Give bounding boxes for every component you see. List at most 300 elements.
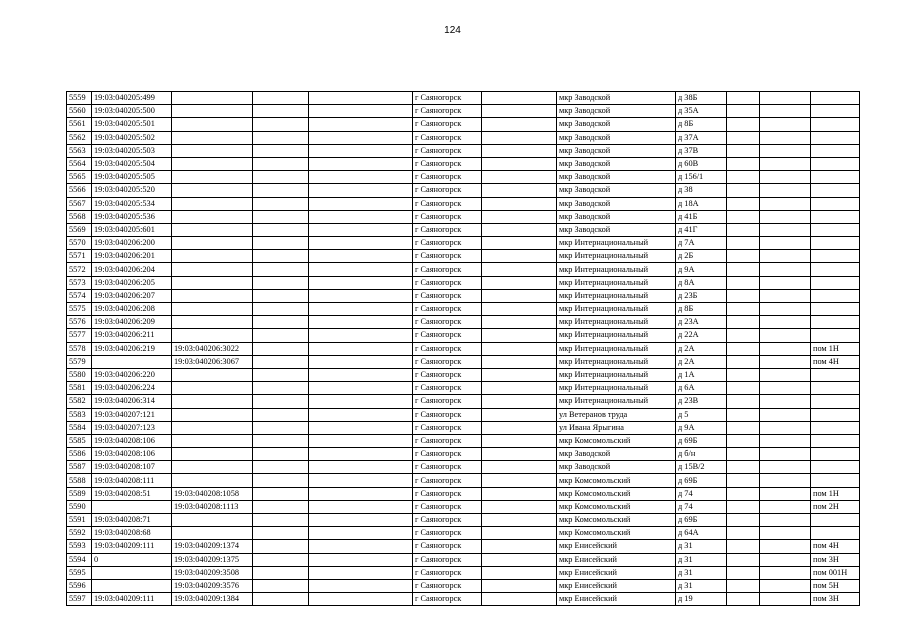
room-cell: пом 3Н	[811, 553, 860, 566]
empty-cell	[309, 171, 413, 184]
empty-cell	[482, 237, 557, 250]
city-cell: г Саяногорск	[413, 92, 482, 105]
cadastral-number-cell: 19:03:040205:499	[92, 92, 172, 105]
empty-cell	[309, 408, 413, 421]
street-cell: мкр Комсомольский	[557, 487, 676, 500]
table-row	[67, 316, 860, 329]
empty-cell	[760, 303, 811, 316]
cadastral-number-cell: 19:03:040206:314	[92, 395, 172, 408]
empty-cell	[760, 395, 811, 408]
house-cell: д 18А	[676, 197, 727, 210]
table-row	[67, 579, 860, 592]
row-number-cell: 5578	[67, 342, 92, 355]
street-cell: мкр Комсомольский	[557, 527, 676, 540]
city-cell: г Саяногорск	[413, 342, 482, 355]
house-cell: д 31	[676, 540, 727, 553]
city-cell: г Саяногорск	[413, 131, 482, 144]
empty-cell	[482, 329, 557, 342]
table-row	[67, 461, 860, 474]
city-cell: г Саяногорск	[413, 157, 482, 170]
empty-cell	[727, 197, 760, 210]
row-number-cell: 5596	[67, 579, 92, 592]
cadastral-number-cell: 19:03:040209:111	[92, 540, 172, 553]
house-cell: д 2Б	[676, 250, 727, 263]
empty-cell	[482, 434, 557, 447]
table-row	[67, 540, 860, 553]
empty-cell	[482, 263, 557, 276]
empty-cell	[482, 144, 557, 157]
object-cadastral-number-cell: 19:03:040209:3576	[172, 579, 253, 592]
row-number-cell: 5595	[67, 566, 92, 579]
house-cell: д 9А	[676, 421, 727, 434]
empty-cell	[482, 197, 557, 210]
empty-cell	[727, 540, 760, 553]
empty-cell	[760, 448, 811, 461]
house-cell: д 1А	[676, 368, 727, 381]
empty-cell	[309, 263, 413, 276]
empty-cell	[309, 514, 413, 527]
empty-cell	[253, 500, 309, 513]
empty-cell	[760, 223, 811, 236]
room-cell	[811, 527, 860, 540]
city-cell: г Саяногорск	[413, 421, 482, 434]
street-cell: мкр Енисейский	[557, 593, 676, 606]
object-cadastral-number-cell	[172, 382, 253, 395]
empty-cell	[482, 355, 557, 368]
empty-cell	[253, 408, 309, 421]
empty-cell	[727, 342, 760, 355]
row-number-cell: 5579	[67, 355, 92, 368]
empty-cell	[309, 131, 413, 144]
empty-cell	[309, 368, 413, 381]
empty-cell	[253, 579, 309, 592]
empty-cell	[253, 368, 309, 381]
table-row	[67, 553, 860, 566]
room-cell	[811, 92, 860, 105]
empty-cell	[482, 223, 557, 236]
house-cell: д 156/1	[676, 171, 727, 184]
empty-cell	[253, 223, 309, 236]
empty-cell	[482, 408, 557, 421]
object-cadastral-number-cell: 19:03:040206:3067	[172, 355, 253, 368]
city-cell: г Саяногорск	[413, 368, 482, 381]
empty-cell	[253, 461, 309, 474]
cadastral-number-cell: 19:03:040205:601	[92, 223, 172, 236]
city-cell: г Саяногорск	[413, 171, 482, 184]
empty-cell	[482, 421, 557, 434]
empty-cell	[482, 500, 557, 513]
cadastral-number-cell: 19:03:040206:224	[92, 382, 172, 395]
empty-cell	[253, 289, 309, 302]
object-cadastral-number-cell	[172, 105, 253, 118]
row-number-cell: 5573	[67, 276, 92, 289]
street-cell: мкр Интернациональный	[557, 237, 676, 250]
house-cell: д 8Б	[676, 118, 727, 131]
room-cell	[811, 368, 860, 381]
table-row	[67, 276, 860, 289]
table-row	[67, 487, 860, 500]
street-cell: мкр Интернациональный	[557, 276, 676, 289]
table-row	[67, 368, 860, 381]
empty-cell	[760, 289, 811, 302]
empty-cell	[309, 237, 413, 250]
empty-cell	[482, 382, 557, 395]
city-cell: г Саяногорск	[413, 540, 482, 553]
table-row	[67, 263, 860, 276]
object-cadastral-number-cell: 19:03:040209:1374	[172, 540, 253, 553]
empty-cell	[482, 276, 557, 289]
city-cell: г Саяногорск	[413, 144, 482, 157]
room-cell	[811, 289, 860, 302]
street-cell: мкр Интернациональный	[557, 382, 676, 395]
house-cell: д 2А	[676, 355, 727, 368]
city-cell: г Саяногорск	[413, 434, 482, 447]
object-cadastral-number-cell	[172, 474, 253, 487]
empty-cell	[760, 527, 811, 540]
table-row	[67, 329, 860, 342]
empty-cell	[727, 316, 760, 329]
empty-cell	[253, 553, 309, 566]
empty-cell	[727, 553, 760, 566]
empty-cell	[309, 382, 413, 395]
street-cell: мкр Интернациональный	[557, 303, 676, 316]
row-number-cell: 5587	[67, 461, 92, 474]
room-cell	[811, 118, 860, 131]
empty-cell	[760, 540, 811, 553]
empty-cell	[760, 263, 811, 276]
empty-cell	[253, 593, 309, 606]
empty-cell	[760, 408, 811, 421]
row-number-cell: 5561	[67, 118, 92, 131]
city-cell: г Саяногорск	[413, 276, 482, 289]
empty-cell	[253, 329, 309, 342]
empty-cell	[309, 184, 413, 197]
row-number-cell: 5568	[67, 210, 92, 223]
empty-cell	[482, 461, 557, 474]
empty-cell	[727, 421, 760, 434]
house-cell: д 9А	[676, 263, 727, 276]
empty-cell	[309, 250, 413, 263]
empty-cell	[309, 355, 413, 368]
empty-cell	[727, 566, 760, 579]
room-cell	[811, 382, 860, 395]
house-cell: д 37А	[676, 131, 727, 144]
empty-cell	[253, 474, 309, 487]
empty-cell	[253, 382, 309, 395]
empty-cell	[760, 368, 811, 381]
empty-cell	[760, 157, 811, 170]
row-number-cell: 5564	[67, 157, 92, 170]
street-cell: мкр Заводской	[557, 118, 676, 131]
table-row	[67, 593, 860, 606]
empty-cell	[760, 487, 811, 500]
empty-cell	[253, 421, 309, 434]
empty-cell	[760, 474, 811, 487]
room-cell	[811, 329, 860, 342]
empty-cell	[760, 500, 811, 513]
room-cell: пом 5Н	[811, 579, 860, 592]
street-cell: мкр Интернациональный	[557, 368, 676, 381]
empty-cell	[727, 184, 760, 197]
empty-cell	[727, 171, 760, 184]
object-cadastral-number-cell: 19:03:040208:1113	[172, 500, 253, 513]
empty-cell	[760, 92, 811, 105]
empty-cell	[482, 448, 557, 461]
house-cell: д 69Б	[676, 514, 727, 527]
row-number-cell: 5597	[67, 593, 92, 606]
empty-cell	[309, 289, 413, 302]
empty-cell	[482, 131, 557, 144]
cadastral-number-cell: 19:03:040206:207	[92, 289, 172, 302]
city-cell: г Саяногорск	[413, 382, 482, 395]
table-row	[67, 408, 860, 421]
room-cell	[811, 250, 860, 263]
cadastral-number-cell: 19:03:040208:71	[92, 514, 172, 527]
table-row	[67, 237, 860, 250]
cadastral-number-cell	[92, 579, 172, 592]
street-cell: мкр Заводской	[557, 197, 676, 210]
empty-cell	[727, 434, 760, 447]
row-number-cell: 5562	[67, 131, 92, 144]
empty-cell	[760, 250, 811, 263]
empty-cell	[727, 355, 760, 368]
empty-cell	[253, 527, 309, 540]
empty-cell	[727, 210, 760, 223]
row-number-cell: 5576	[67, 316, 92, 329]
empty-cell	[253, 237, 309, 250]
empty-cell	[727, 461, 760, 474]
table-row	[67, 157, 860, 170]
room-cell	[811, 131, 860, 144]
empty-cell	[760, 184, 811, 197]
room-cell: пом 4Н	[811, 355, 860, 368]
empty-cell	[727, 118, 760, 131]
street-cell: мкр Интернациональный	[557, 316, 676, 329]
street-cell: мкр Заводской	[557, 131, 676, 144]
empty-cell	[727, 500, 760, 513]
house-cell: д 7А	[676, 237, 727, 250]
empty-cell	[727, 157, 760, 170]
empty-cell	[727, 395, 760, 408]
city-cell: г Саяногорск	[413, 197, 482, 210]
empty-cell	[482, 157, 557, 170]
empty-cell	[253, 303, 309, 316]
empty-cell	[482, 368, 557, 381]
table-row	[67, 92, 860, 105]
empty-cell	[309, 105, 413, 118]
row-number-cell: 5571	[67, 250, 92, 263]
empty-cell	[309, 474, 413, 487]
empty-cell	[760, 210, 811, 223]
row-number-cell: 5569	[67, 223, 92, 236]
room-cell: пом 1Н	[811, 487, 860, 500]
room-cell	[811, 197, 860, 210]
empty-cell	[482, 184, 557, 197]
city-cell: г Саяногорск	[413, 593, 482, 606]
house-cell: д 23В	[676, 395, 727, 408]
object-cadastral-number-cell	[172, 92, 253, 105]
empty-cell	[482, 553, 557, 566]
city-cell: г Саяногорск	[413, 487, 482, 500]
empty-cell	[760, 276, 811, 289]
city-cell: г Саяногорск	[413, 527, 482, 540]
empty-cell	[727, 514, 760, 527]
table-row	[67, 421, 860, 434]
object-cadastral-number-cell	[172, 448, 253, 461]
empty-cell	[253, 540, 309, 553]
empty-cell	[482, 514, 557, 527]
empty-cell	[482, 92, 557, 105]
object-cadastral-number-cell	[172, 527, 253, 540]
empty-cell	[482, 540, 557, 553]
cadastral-number-cell: 19:03:040205:520	[92, 184, 172, 197]
empty-cell	[727, 105, 760, 118]
row-number-cell: 5563	[67, 144, 92, 157]
empty-cell	[482, 105, 557, 118]
empty-cell	[482, 250, 557, 263]
table-row	[67, 210, 860, 223]
row-number-cell: 5559	[67, 92, 92, 105]
house-cell: д 60В	[676, 157, 727, 170]
empty-cell	[309, 144, 413, 157]
cadastral-number-cell	[92, 500, 172, 513]
street-cell: мкр Заводской	[557, 171, 676, 184]
house-cell: д 2А	[676, 342, 727, 355]
empty-cell	[760, 237, 811, 250]
empty-cell	[309, 329, 413, 342]
object-cadastral-number-cell: 19:03:040208:1058	[172, 487, 253, 500]
street-cell: мкр Интернациональный	[557, 342, 676, 355]
empty-cell	[309, 157, 413, 170]
table-row	[67, 342, 860, 355]
empty-cell	[482, 210, 557, 223]
room-cell	[811, 461, 860, 474]
object-cadastral-number-cell	[172, 263, 253, 276]
empty-cell	[309, 448, 413, 461]
empty-cell	[727, 487, 760, 500]
empty-cell	[309, 566, 413, 579]
empty-cell	[760, 144, 811, 157]
empty-cell	[760, 579, 811, 592]
row-number-cell: 5592	[67, 527, 92, 540]
row-number-cell: 5566	[67, 184, 92, 197]
empty-cell	[727, 303, 760, 316]
city-cell: г Саяногорск	[413, 316, 482, 329]
empty-cell	[309, 579, 413, 592]
table-row	[67, 250, 860, 263]
empty-cell	[727, 131, 760, 144]
empty-cell	[253, 263, 309, 276]
room-cell	[811, 448, 860, 461]
room-cell: пом 001Н	[811, 566, 860, 579]
city-cell: г Саяногорск	[413, 461, 482, 474]
street-cell: мкр Заводской	[557, 210, 676, 223]
street-cell: мкр Заводской	[557, 448, 676, 461]
city-cell: г Саяногорск	[413, 355, 482, 368]
empty-cell	[760, 382, 811, 395]
room-cell	[811, 434, 860, 447]
empty-cell	[253, 184, 309, 197]
street-cell: мкр Енисейский	[557, 553, 676, 566]
house-cell: д 69Б	[676, 434, 727, 447]
city-cell: г Саяногорск	[413, 250, 482, 263]
city-cell: г Саяногорск	[413, 223, 482, 236]
cadastral-number-cell: 19:03:040206:220	[92, 368, 172, 381]
empty-cell	[760, 355, 811, 368]
cadastral-number-cell: 19:03:040206:208	[92, 303, 172, 316]
empty-cell	[760, 421, 811, 434]
street-cell: мкр Комсомольский	[557, 514, 676, 527]
city-cell: г Саяногорск	[413, 408, 482, 421]
empty-cell	[253, 355, 309, 368]
table-row	[67, 105, 860, 118]
street-cell: мкр Интернациональный	[557, 263, 676, 276]
street-cell: ул Ветеранов труда	[557, 408, 676, 421]
row-number-cell: 5570	[67, 237, 92, 250]
row-number-cell: 5574	[67, 289, 92, 302]
empty-cell	[482, 316, 557, 329]
room-cell	[811, 105, 860, 118]
empty-cell	[482, 593, 557, 606]
room-cell	[811, 171, 860, 184]
room-cell: пом 4Н	[811, 540, 860, 553]
house-cell: д 6А	[676, 382, 727, 395]
house-cell: д 74	[676, 487, 727, 500]
city-cell: г Саяногорск	[413, 105, 482, 118]
row-number-cell: 5594	[67, 553, 92, 566]
empty-cell	[760, 593, 811, 606]
empty-cell	[309, 276, 413, 289]
object-cadastral-number-cell	[172, 237, 253, 250]
room-cell	[811, 276, 860, 289]
city-cell: г Саяногорск	[413, 263, 482, 276]
empty-cell	[760, 329, 811, 342]
cadastral-number-cell: 19:03:040207:121	[92, 408, 172, 421]
empty-cell	[253, 92, 309, 105]
empty-cell	[482, 342, 557, 355]
row-number-cell: 5567	[67, 197, 92, 210]
street-cell: мкр Заводской	[557, 105, 676, 118]
house-cell: д 23Б	[676, 289, 727, 302]
empty-cell	[253, 171, 309, 184]
street-cell: мкр Интернациональный	[557, 250, 676, 263]
row-number-cell: 5582	[67, 395, 92, 408]
street-cell: ул Ивана Ярыгина	[557, 421, 676, 434]
empty-cell	[760, 553, 811, 566]
house-cell: д 8А	[676, 276, 727, 289]
table-row	[67, 395, 860, 408]
empty-cell	[727, 223, 760, 236]
street-cell: мкр Заводской	[557, 92, 676, 105]
empty-cell	[760, 342, 811, 355]
table-row	[67, 448, 860, 461]
table-row	[67, 171, 860, 184]
row-number-cell: 5589	[67, 487, 92, 500]
row-number-cell: 5580	[67, 368, 92, 381]
table-row	[67, 289, 860, 302]
room-cell	[811, 514, 860, 527]
city-cell: г Саяногорск	[413, 395, 482, 408]
table-row	[67, 500, 860, 513]
page-number: 124	[444, 25, 461, 36]
empty-cell	[309, 553, 413, 566]
cadastral-number-cell: 19:03:040208:106	[92, 434, 172, 447]
empty-cell	[309, 461, 413, 474]
object-cadastral-number-cell	[172, 157, 253, 170]
empty-cell	[760, 566, 811, 579]
row-number-cell: 5581	[67, 382, 92, 395]
empty-cell	[309, 118, 413, 131]
